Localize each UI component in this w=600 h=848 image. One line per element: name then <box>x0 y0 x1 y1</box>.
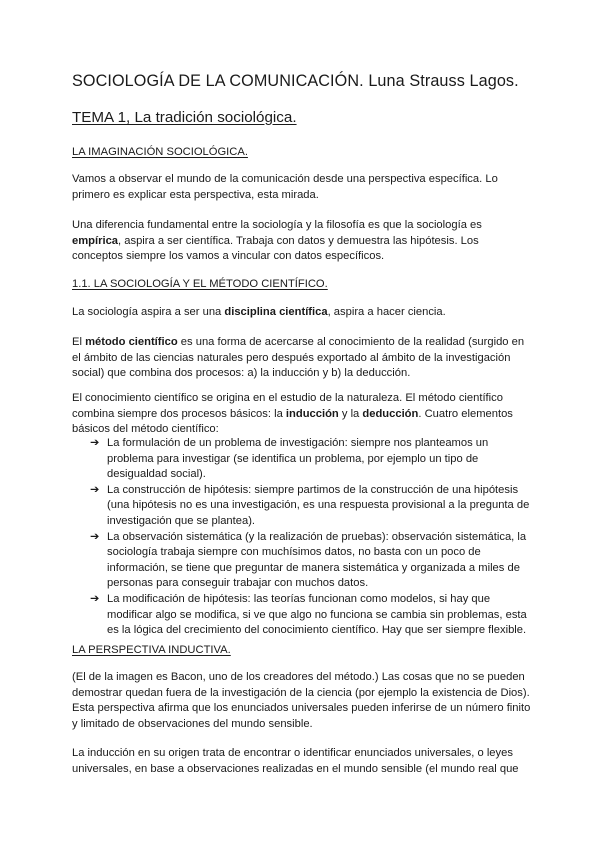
method-elements-list <box>72 436 532 639</box>
paragraph-metodo: El método científico es una forma de acercarse al conocimiento de la realidad (surgido en el ámbito de las ciencias naturales pero después exportado al ámbito de la investigación social) que combina dos procesos: a) la inducción y b) la deducción. <box>72 336 525 380</box>
arrow-right-icon: ➔ <box>90 530 100 543</box>
bold-disciplina: disciplina científica <box>224 306 328 318</box>
heading-perspectiva-inductiva: LA PERSPECTIVA INDUCTIVA. <box>72 644 231 656</box>
list-item: ➔ La formulación de un problema de investigación: siempre nos planteamos un problema para investigar (se identifica un problema, por ejemplo un tipo de desigualdad social). <box>90 437 489 481</box>
document-title: SOCIOLOGÍA DE LA COMUNICACIÓN. Luna Strauss Lagos. <box>72 72 519 90</box>
list-item: ➔ La construcción de hipótesis: siempre partimos de la construcción de una hipótesis (una hipótesis no es una investigación, es una respuesta provisional a la pregunta de investigación que se plantea). <box>90 483 530 527</box>
paragraph-disciplina: La sociología aspira a ser una disciplina científica, aspira a hacer ciencia. <box>72 306 446 318</box>
paragraph-bacon: (El de la imagen es Bacon, uno de los creadores del método.) Las cosas que no se pueden demostrar quedan fuera de la investigación de la ciencia (por ejemplo la existencia de Dios). Esta perspectiva afirma que los enunciados universales pueden inferirse de un número finito y limitado de observaciones del mundo sensible. <box>72 671 531 730</box>
paragraph-conocimiento: El conocimiento científico se origina en el estudio de la naturaleza. El método científico combina siempre dos procesos básicos: la inducción y la deducción. Cuatro elementos básicos del método científico: <box>72 392 513 436</box>
bold-empirica: empírica <box>72 234 119 247</box>
arrow-right-icon: ➔ <box>90 483 100 496</box>
arrow-right-icon: ➔ <box>90 437 100 449</box>
heading-imaginacion: LA IMAGINACIÓN SOCIOLÓGICA. <box>72 146 248 158</box>
heading-metodo-cientifico: 1.1. LA SOCIOLOGÍA Y EL MÉTODO CIENTÍFICO. <box>72 278 328 290</box>
list-item: ➔ La observación sistemática (y la realización de pruebas): observación sistemática, la sociología trabaja siempre con muchísimos datos, no basta con un poco de información, se tiene que preguntar de manera sistemática y organizada a miles de personas para conseguir trabajar con muchos datos. <box>90 530 527 590</box>
bold-metodo: método científico <box>85 336 178 348</box>
arrow-right-icon: ➔ <box>90 592 100 605</box>
section-title: TEMA 1, La tradición sociológica. <box>72 109 297 126</box>
paragraph-intro: Vamos a observar el mundo de la comunicación desde una perspectiva específica. Lo primero es explicar esta perspectiva, esta mirada. <box>72 173 498 201</box>
bold-induccion: inducción <box>285 407 339 420</box>
bold-deduccion: deducción <box>362 407 419 420</box>
paragraph-empirica: Una diferencia fundamental entre la sociología y la filosofía es que la sociología es empírica, aspira a ser científica. Trabaja con datos y demuestra las hipótesis. Los conceptos siempre los vamos a vincular con datos específicos. <box>72 219 482 263</box>
paragraph-induccion: La inducción en su origen trata de encontrar o identificar enunciados universales, o leyes universales, en base a observaciones realizadas en el mundo sensible (el mundo real que <box>72 747 519 775</box>
list-item: ➔ La modificación de hipótesis: las teorías funcionan como modelos, si hay que modificar algo se modifica, si ve que algo no funciona se cambia sin problemas, esta es la lógica del crecimiento del conocimiento científico. Hay que ser siempre flexible. <box>90 592 527 637</box>
